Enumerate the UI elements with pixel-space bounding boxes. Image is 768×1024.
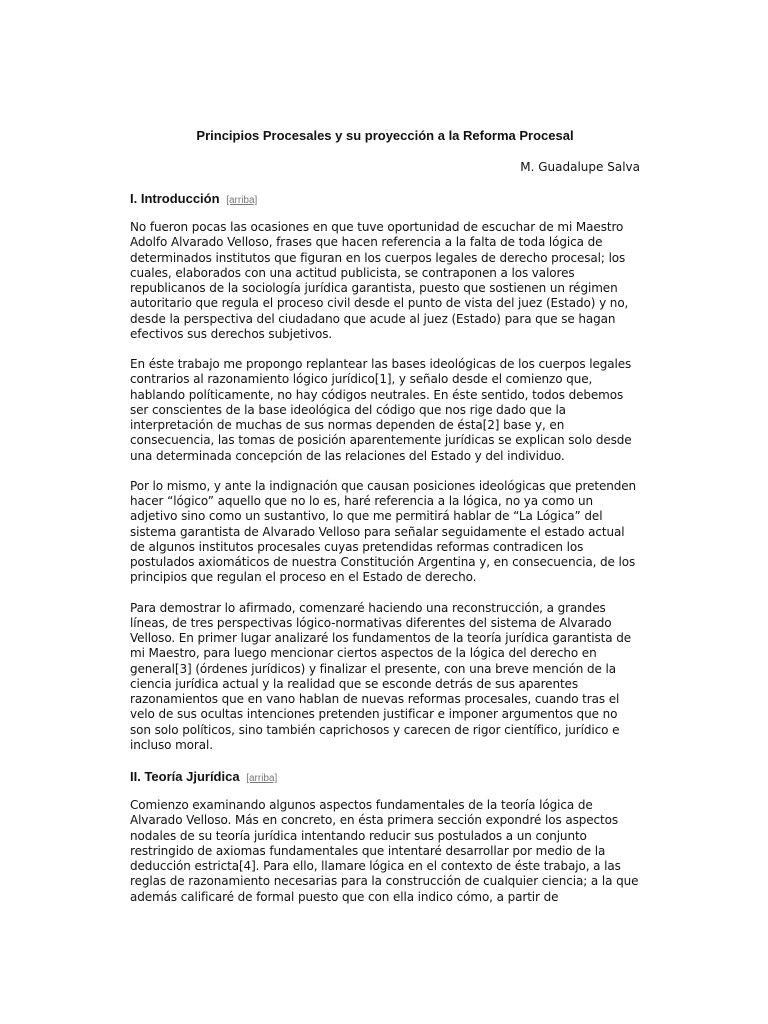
paragraph: No fueron pocas las ocasiones en que tuve oportunidad de escuchar de mi Maestro Adolfo Alvarado Velloso, frases que hacen referencia a la falta de toda lógica de determinados institutos que figuran en los cuerpos legales de derecho procesal; los cuales, elaborados con una actitud publicista, se contraponen a los valores republicanos de la sociología jurídica garantista, puesto que sostienen un régimen autoritario que regula el proceso civil desde el punto de vista del juez (Estado) y no, desde la perspectiva del ciudadano que acude al juez (Estado) para que se hagan efectivos sus derechos subjetivos. [130, 220, 629, 341]
section-heading-introduccion [130, 190, 640, 210]
paragraph: En éste trabajo me propongo replantear las bases ideológicas de los cuerpos legales contrarios al razonamiento lógico jurídico[1], y señalo desde el comienzo que, hablando políticamente, no hay códigos neutrales. En éste sentido, todos debemos ser conscientes de la base ideológica del código que nos rige dado que la interpretación de muchas de sus normas dependen de ésta[2] base y, en consecuencia, las tomas de posición aparentemente jurídicas se explican solo desde una determinada concepción de las relaciones del Estado y del individuo. [130, 357, 632, 463]
section-heading-teoria-juridica [130, 768, 640, 788]
section-heading-text: II. Teoría Jjurídica [130, 769, 240, 784]
paragraph: Comienzo examinando algunos aspectos fundamentales de la teoría lógica de Alvarado Velloso. Más en concreto, en ésta primera sección expondré los aspectos nodales de su teoría jurídica intentando reducir sus postulados a un conjunto restringido de axiomas fundamentales que intentaré desarrollar por medio de la deducción estricta[4]. Para ello, llamare lógica en el contexto de éste trabajo, a las reglas de razonamiento necesarias para la construcción de cualquier ciencia; a la que además calificaré de formal puesto que con ella indico cómo, a partir de [130, 798, 639, 904]
paragraph: Por lo mismo, y ante la indignación que causan posiciones ideológicas que pretenden hacer “lógico” aquello que no lo es, haré referencia a la lógica, no ya como un adjetivo sino como un sustantivo, lo que me permitirá hablar de “La Lógica” del sistema garantista de Alvarado Velloso para señalar seguidamente el estado actual de algunos institutos procesales cuyas pretendidas reformas contradicen los postulados axiomáticos de nuestra Constitución Argentina y, en consecuencia, de los principios que regulan el proceso en el Estado de derecho. [130, 478, 637, 585]
back-to-top-link[interactable]: [arriba] [246, 773, 278, 784]
section-heading-text: I. Introducción [130, 191, 220, 206]
back-to-top-link[interactable]: [arriba] [226, 195, 258, 206]
document-title: Principios Procesales y su proyección a la Reforma Procesal [196, 128, 574, 143]
document-page [130, 126, 640, 920]
paragraph: Para demostrar lo afirmado, comenzaré haciendo una reconstrucción, a grandes líneas, de tres perspectivas lógico-normativas diferentes del sistema de Alvarado Velloso. En primer lugar analizaré los fundamentos de la teoría jurídica garantista de mi Maestro, para luego mencionar ciertos aspectos de la lógica del derecho en general[3] (órdenes jurídicos) y finalizar el presente, con una breve mención de la ciencia jurídica actual y la realidad que se esconde detrás de sus aparentes razonamientos que en vano hablan de nuevas reformas procesales, cuando tras el velo de sus ocultas intenciones pretenden justificar e imponer argumentos que no son solo políticos, sino también caprichosos y carecen de rigor científico, jurídico e incluso moral. [130, 600, 632, 752]
document-author: M. Guadalupe Salva [520, 160, 640, 174]
